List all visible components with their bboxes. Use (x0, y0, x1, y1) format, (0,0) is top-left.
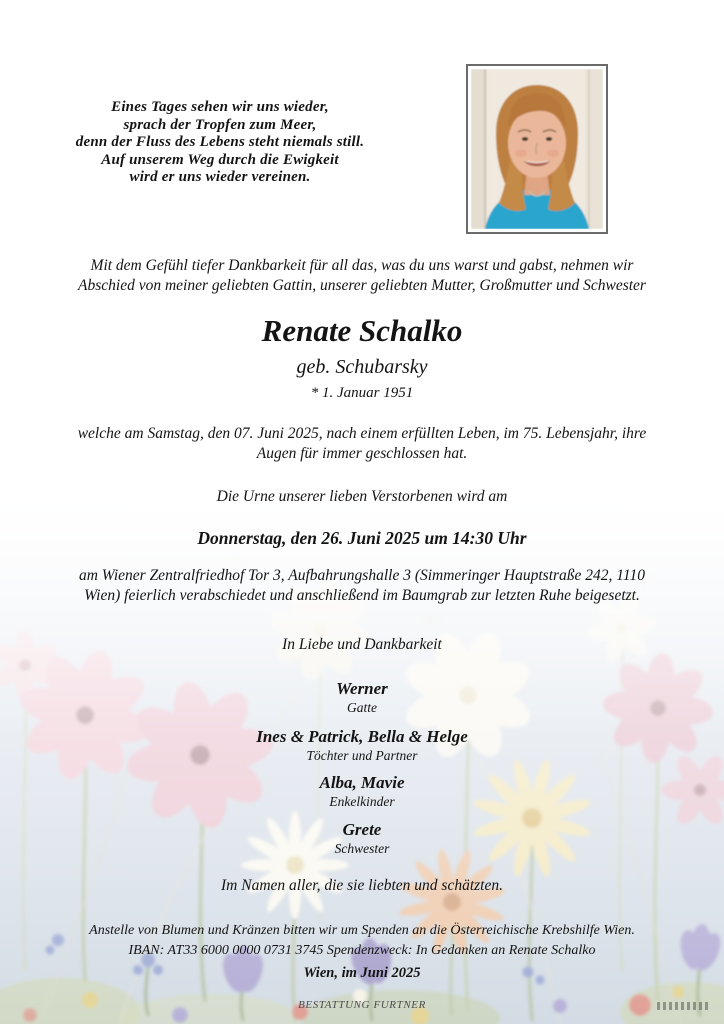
portrait-photo (466, 64, 608, 234)
ceremony-location: am Wiener Zentralfriedhof Tor 3, Aufbahrungshalle 3 (Simmeringer Hauptstraße 242, 1110 Wien) feierlich verabschiedet und anschließend im Baumgrab zur letzten Ruhe beigesetzt. (78, 567, 646, 604)
urn-announcement: Die Urne unserer lieben Verstorbenen wird am (216, 488, 508, 505)
farewell-line: In Liebe und Dankbarkeit (282, 636, 442, 653)
maiden-name: geb. Schubarsky (296, 356, 428, 378)
woman-portrait-illustration (471, 69, 603, 229)
memorial-poem (40, 99, 400, 187)
mourner-relation: Enkelkinder (329, 794, 395, 809)
poem-line: Eines Tages sehen wir uns wieder, (111, 99, 329, 115)
death-paragraph: welche am Samstag, den 07. Juni 2025, nach einem erfüllten Leben, im 75. Lebensjahr, ihre Augen für immer geschlossen hat. (77, 425, 647, 462)
donation-iban: IBAN: AT33 6000 0000 0731 3745 Spendenzweck: In Gedanken an Renate Schalko (128, 942, 596, 958)
intro-paragraph: Mit dem Gefühl tiefer Dankbarkeit für all das, was du uns warst und gabst, nehmen wir Abschied von meiner geliebten Gattin, unserer geliebten Mutter, Großmutter und Schwester (78, 257, 646, 294)
mourner-names: Grete (342, 820, 382, 839)
photo-credit-watermark (657, 1002, 709, 1010)
mourner-relation: Töchter und Partner (306, 748, 418, 763)
closing-line: Im Namen aller, die sie liebten und schätzten. (221, 877, 503, 894)
poem-line: Auf unserem Weg durch die Ewigkeit (101, 151, 339, 168)
deceased-name: Renate Schalko (261, 313, 463, 348)
poem-line: denn der Fluss des Lebens steht niemals still. (75, 134, 365, 150)
donation-note (62, 921, 662, 960)
poem-line: sprach der Tropfen zum Meer, (123, 116, 317, 133)
donation-line: Anstelle von Blumen und Kränzen bitten wir um Spenden an die Österreichische Krebshilfe Wien. (89, 923, 635, 938)
city-dateline: Wien, im Juni 2025 (303, 965, 421, 981)
mourner-names: Ines & Patrick, Bella & Helge (256, 727, 468, 746)
funeral-home-name: BESTATTUNG FURTNER (298, 999, 426, 1011)
mourner-relation: Schwester (334, 841, 390, 856)
mourner-names: Alba, Mavie (319, 773, 405, 792)
ceremony-datetime: Donnerstag, den 26. Juni 2025 um 14:30 Uhr (197, 528, 527, 548)
mourner-relation: Gatte (347, 700, 377, 715)
birth-date: * 1. Januar 1951 (310, 385, 414, 401)
poem-line: wird er uns wieder vereinen. (129, 169, 311, 185)
mourner-names: Werner (336, 679, 388, 698)
